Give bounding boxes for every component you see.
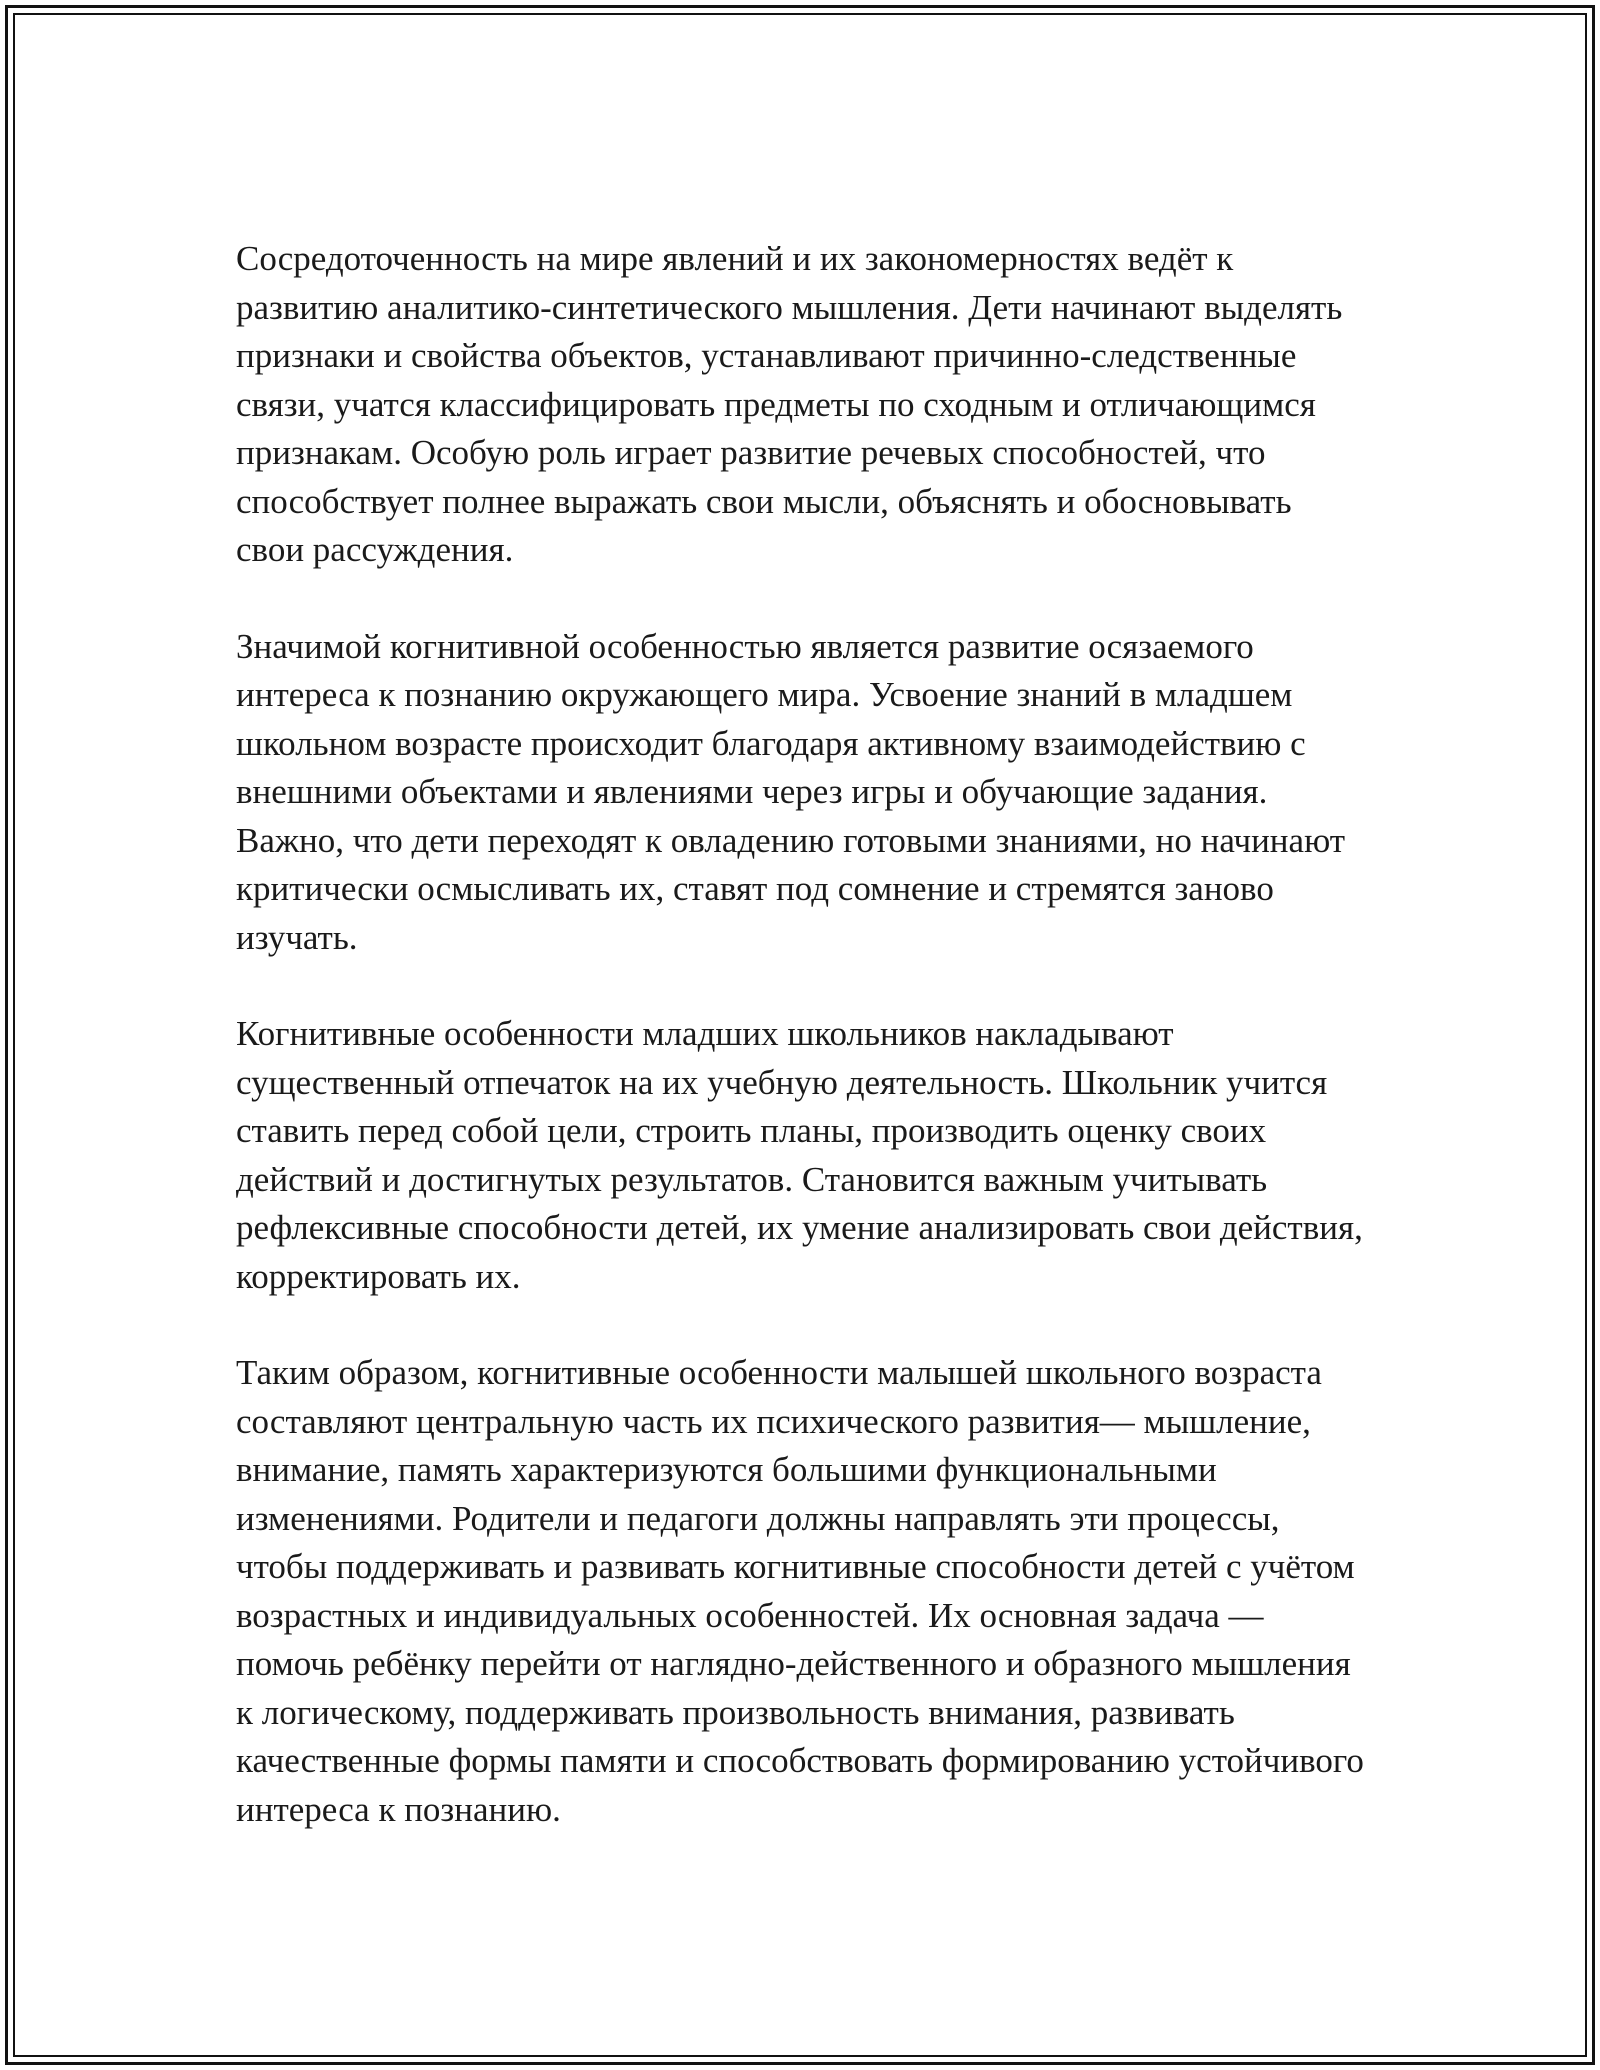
document-body <box>236 235 1366 1882</box>
paragraph-3: Когнитивные особенности младших школьников накладывают существенный отпечаток на их учебную деятельность. Школьник учится ставить перед собой цели, строить планы, производить оценку своих действий и достигнутых результатов. Становится важным учитывать рефлексивные способности детей, их умение анализировать свои действия, корректировать их. <box>236 1014 1363 1296</box>
paragraph-4: Таким образом, когнитивные особенности малышей школьного возраста составляют центральную часть их психического развития— мышление, внимание, память характеризуются большими функциональными изменениями. Родители и педагоги должны направлять эти процессы, чтобы поддерживать и развивать когнитивные способности детей с учётом возрастных и индивидуальных особенностей. Их основная задача — помочь ребёнку перейти от наглядно-действенного и образного мышления к логическому, поддерживать произвольность внимания, развивать качественные формы памяти и способствовать формированию устойчивого интереса к познанию. <box>236 1353 1364 1829</box>
paragraph-1: Сосредоточенность на мире явлений и их закономерностях ведёт к развитию аналитико-синтетического мышления. Дети начинают выделять признаки и свойства объектов, устанавливают причинно-следственные связи, учатся классифицировать предметы по сходным и отличающимся признакам. Особую роль играет развитие речевых способностей, что способствует полнее выражать свои мысли, объяснять и обосновывать свои рассуждения. <box>236 239 1343 569</box>
paragraph-2: Значимой когнитивной особенностью является развитие осязаемого интереса к познанию окружающего мира. Усвоение знаний в младшем школьном возрасте происходит благодаря активному взаимодействию с внешними объектами и явлениями через игры и обучающие задания. Важно, что дети переходят к овладению готовыми знаниями, но начинают критически осмысливать их, ставят под сомнение и стремятся заново изучать. <box>236 626 1346 957</box>
